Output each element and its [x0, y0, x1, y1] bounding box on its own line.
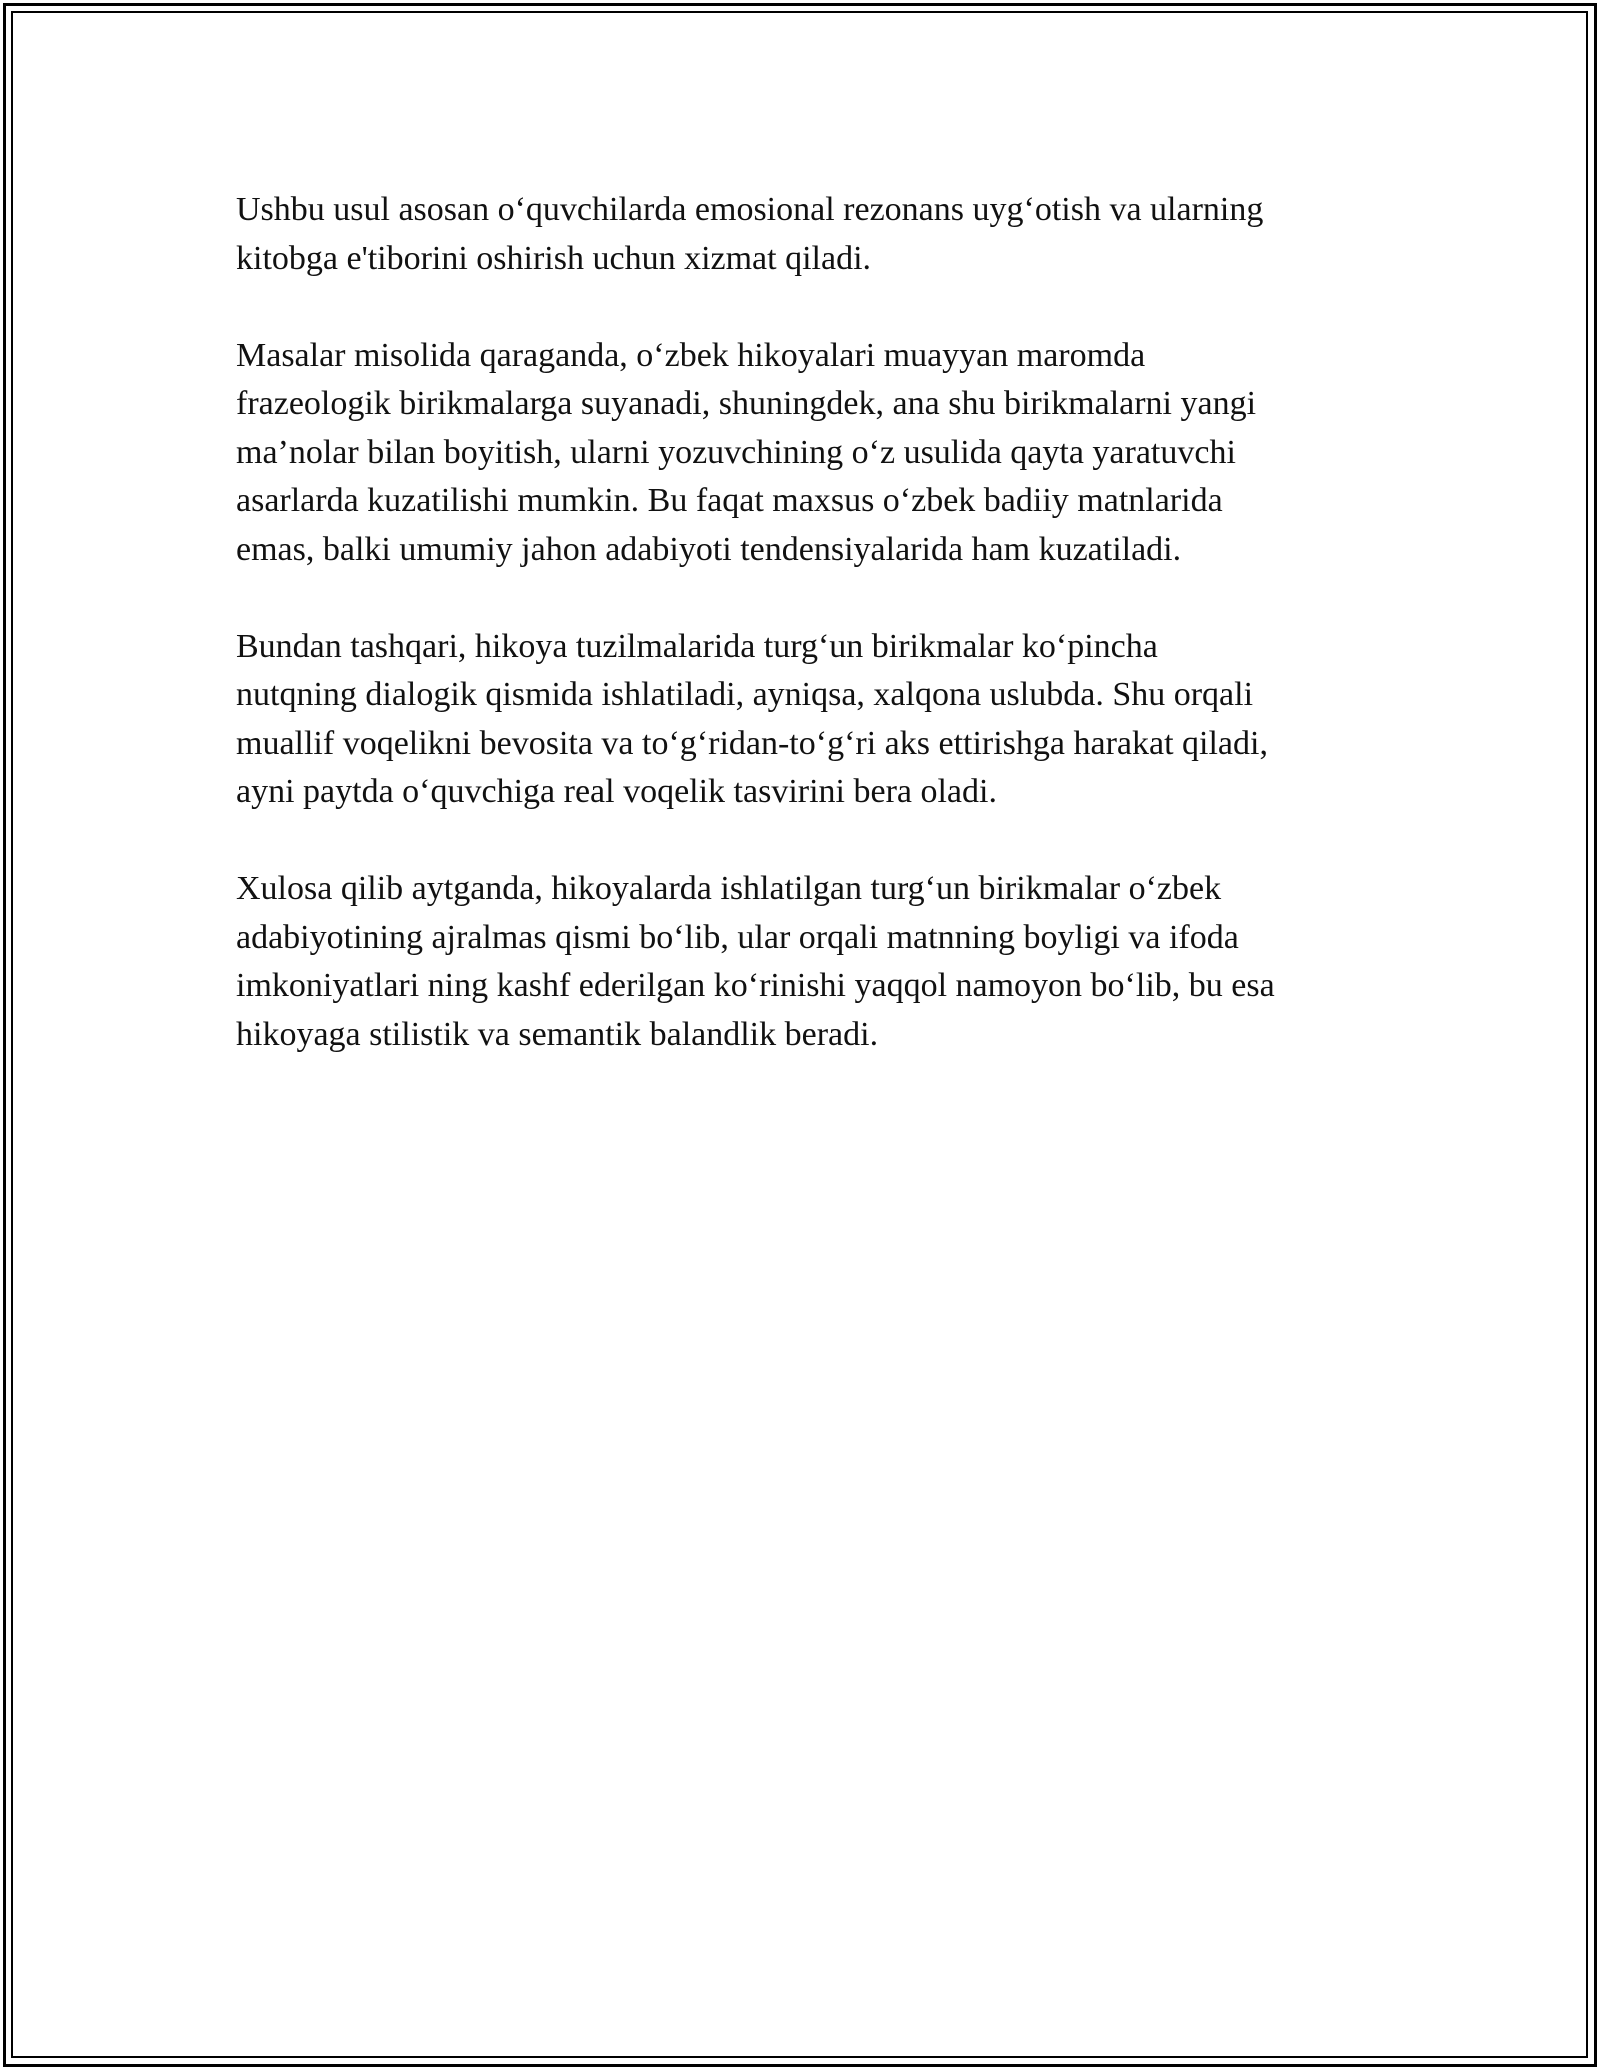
paragraph-line: hikoyaga stilistik va semantik balandlik beradi.	[236, 1015, 879, 1053]
paragraph-line: Masalar misolida qaraganda, o‘zbek hikoyalari muayyan maromda	[236, 336, 1146, 374]
paragraph-1	[236, 186, 1366, 283]
paragraph-line: ma’nolar bilan boyitish, ularni yozuvchining o‘z usulida qayta yaratuvchi	[236, 433, 1236, 471]
paragraph-line: Bundan tashqari, hikoya tuzilmalarida turg‘un birikmalar ko‘pincha	[236, 627, 1158, 665]
paragraph-line: asarlarda kuzatilishi mumkin. Bu faqat maxsus o‘zbek badiiy matnlarida	[236, 482, 1223, 519]
paragraph-line: kitobga e'tiborini oshirish uchun xizmat qiladi.	[236, 239, 872, 277]
paragraph-line: nutqning dialogik qismida ishlatiladi, ayniqsa, xalqona uslubda. Shu orqali	[236, 676, 1254, 713]
paragraph-line: Ushbu usul asosan o‘quvchilarda emosional rezonans uyg‘otish va ularning	[236, 191, 1264, 228]
paragraph-line: frazeologik birikmalarga suyanadi, shuningdek, ana shu birikmalarni yangi	[236, 385, 1257, 422]
paragraph-line: adabiyotining ajralmas qismi bo‘lib, ular orqali matnning boyligi va ifoda	[236, 918, 1239, 956]
document-body	[236, 186, 1366, 1108]
paragraph-line: Xulosa qilib aytganda, hikoyalarda ishlatilgan turg‘un birikmalar o‘zbek	[236, 870, 1222, 907]
paragraph-line: imkoniyatlari ning kashf ederilgan ko‘rinishi yaqqol namoyon bo‘lib, bu esa	[236, 967, 1275, 1004]
paragraph-2	[236, 332, 1366, 575]
paragraph-line: ayni paytda o‘quvchiga real voqelik tasvirini bera oladi.	[236, 773, 997, 810]
paragraph-line: emas, balki umumiy jahon adabiyoti tendensiyalarida ham kuzatiladi.	[236, 530, 1182, 568]
paragraph-4	[236, 865, 1366, 1059]
paragraph-line: muallif voqelikni bevosita va to‘g‘ridan-to‘g‘ri aks ettirishga harakat qiladi,	[236, 724, 1268, 762]
paragraph-3	[236, 623, 1366, 817]
